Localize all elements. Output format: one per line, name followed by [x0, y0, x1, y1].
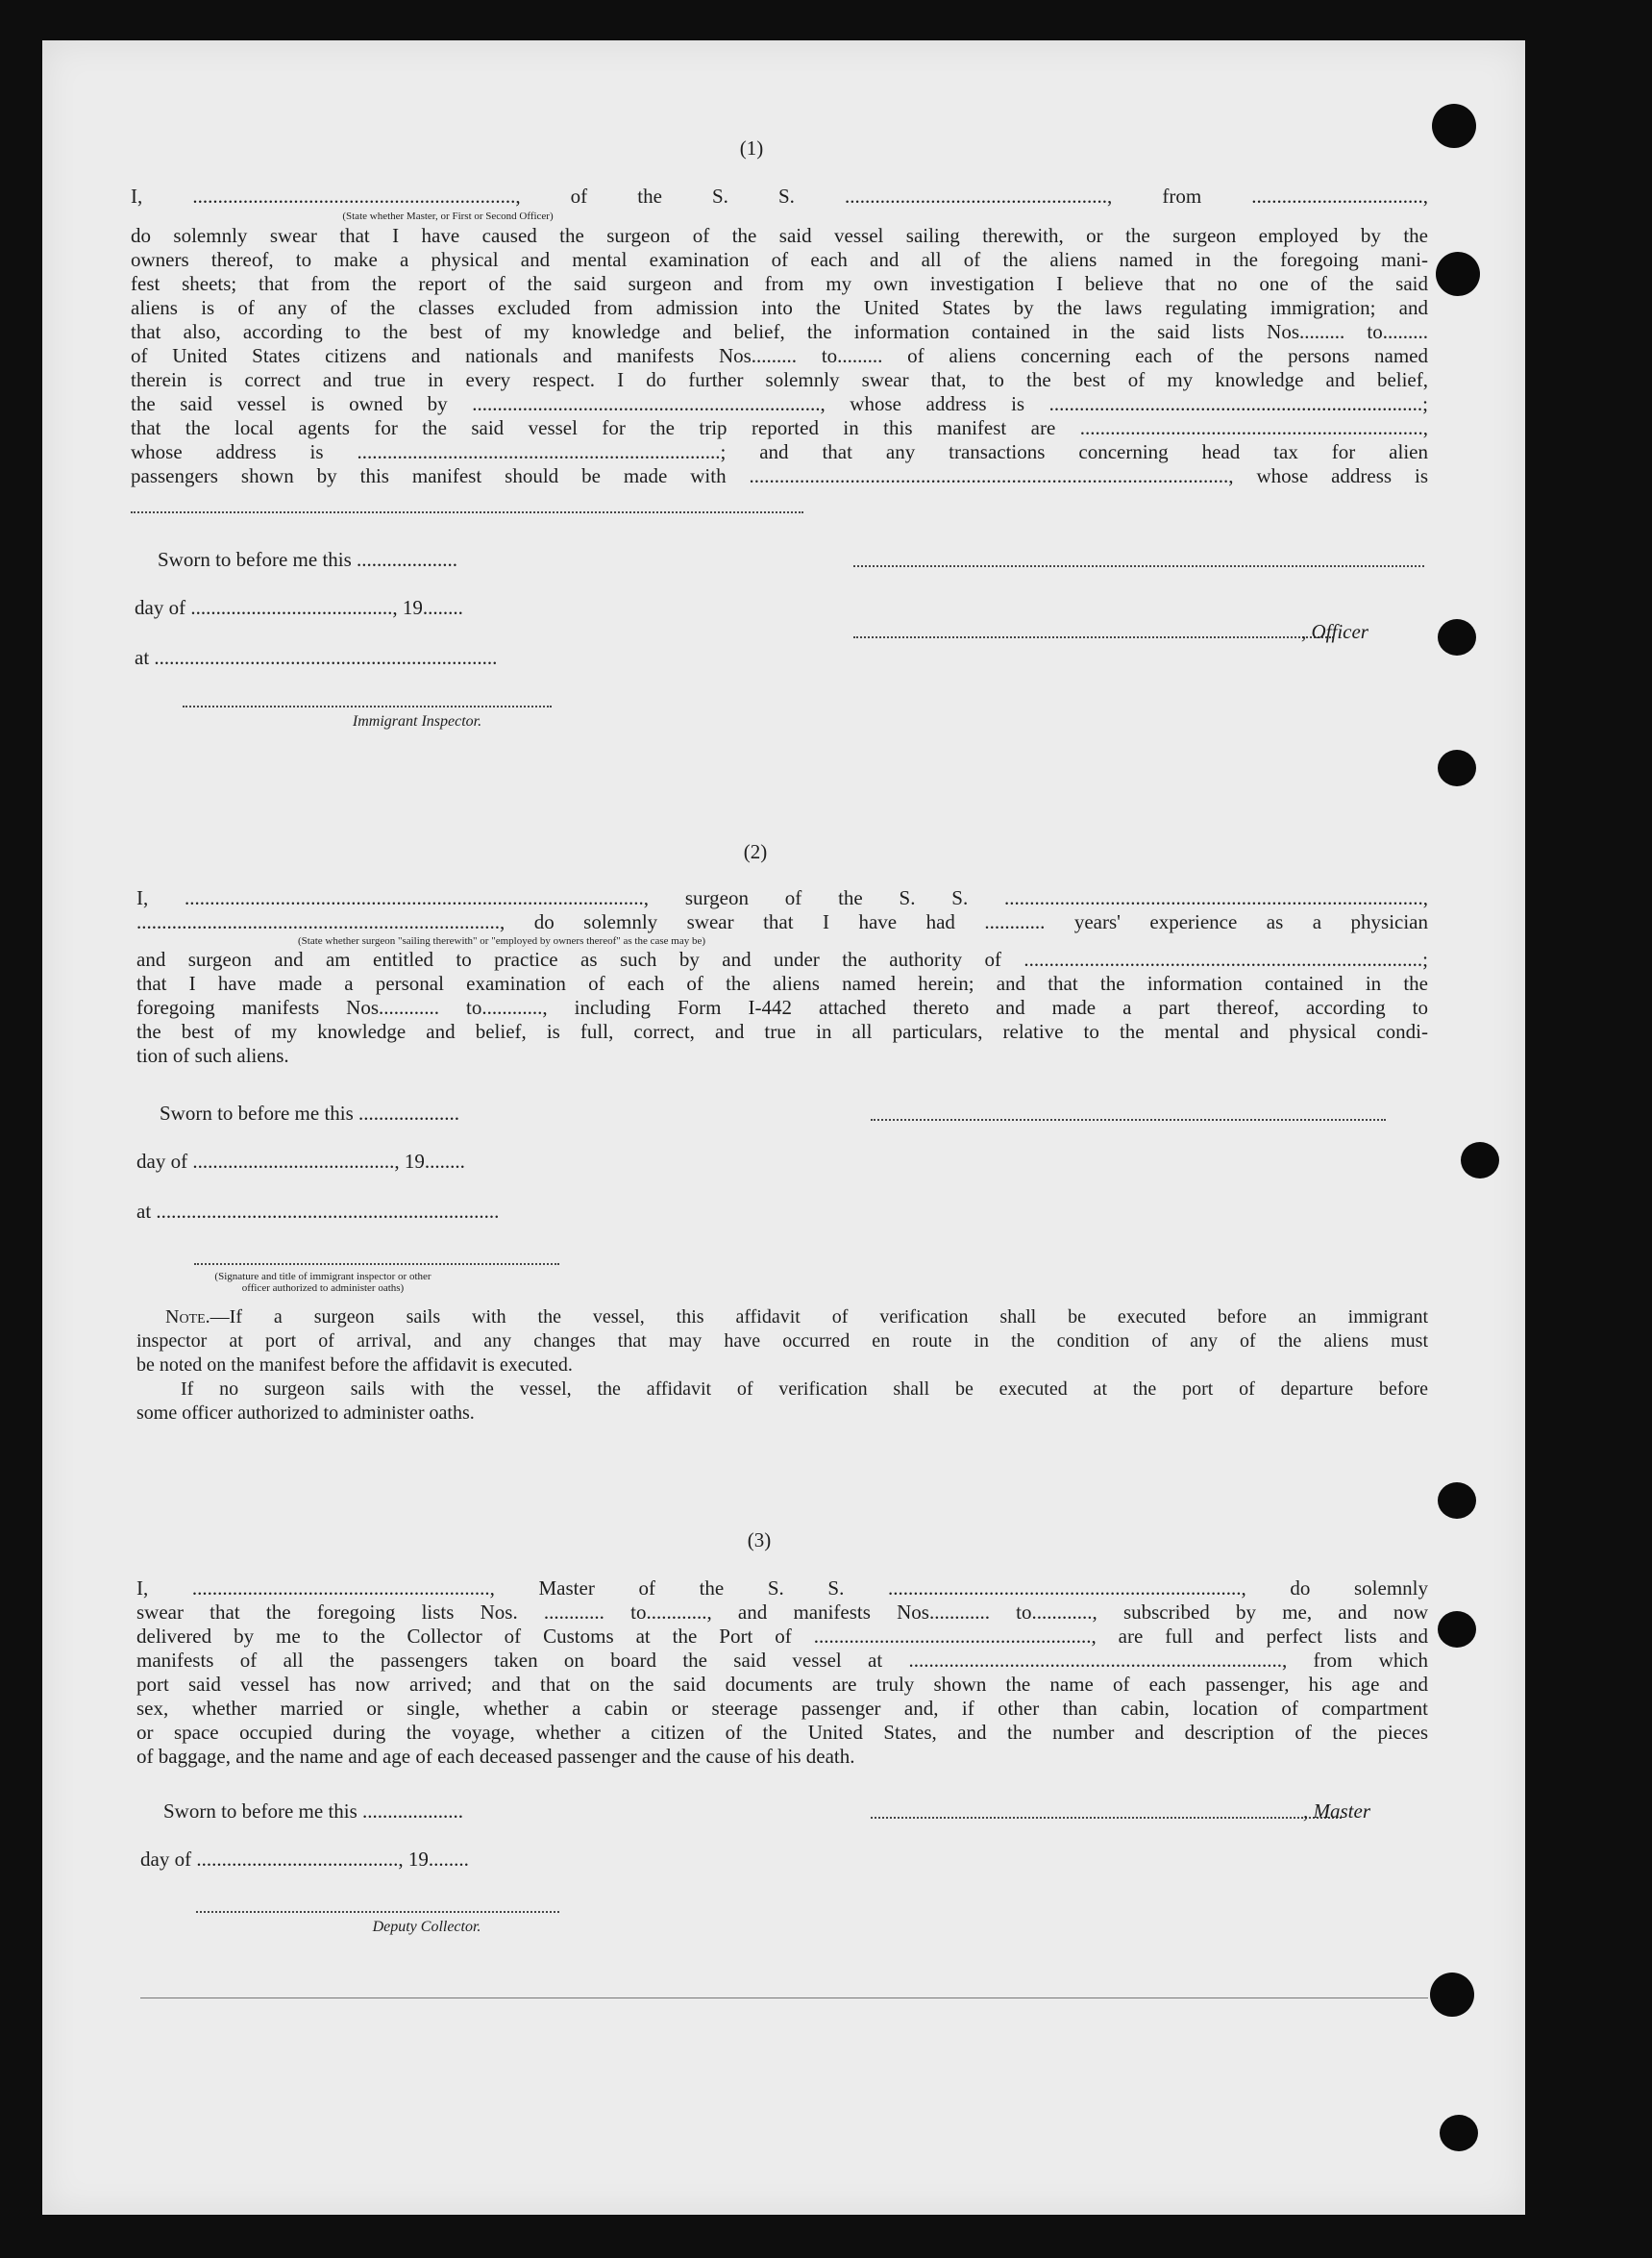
affidavit-line: sex, whether married or single, whether a cabin or steerage passenger and, if other than cabin, location of compartment: [136, 1697, 1428, 1720]
sworn-before-me-1: Sworn to before me this ....................: [158, 548, 458, 571]
section-3-text: [136, 1576, 1428, 1769]
immigrant-inspector-label: Immigrant Inspector.: [352, 713, 482, 730]
affidavit-line: I, ..........................................................., Master of the S. S. ......................................................................, do solemnly: [136, 1576, 1428, 1600]
affidavit-line: whose address is ........................................................................; and that any transactions concerning head tax for alien: [131, 440, 1428, 463]
affidavit-line: that the local agents for the said vessel for the trip reported in this manifest are ....................................................................,: [131, 416, 1428, 439]
affidavit-line: or space occupied during the voyage, whether a citizen of the United States, and the number and description of the pieces: [136, 1721, 1428, 1744]
inspector-signature-line: [183, 706, 552, 707]
affidavit-line: fest sheets; that from the report of the said surgeon and from my own investigation I believe that no one of the said: [131, 272, 1428, 295]
officer-signature-line: [853, 636, 1334, 638]
dotted-fill-line: [131, 511, 803, 513]
affidavit-line: aliens is of any of the classes excluded from admission into the United States by the laws regulating immigration; and: [131, 296, 1428, 319]
affidavit-line: I, ..........................................................................................., surgeon of the S. S. ...................................................................................,: [136, 886, 1428, 909]
signature-line: [871, 1119, 1386, 1121]
punch-hole: [1438, 619, 1476, 656]
sworn-before-me-2: Sworn to before me this ....................: [160, 1102, 460, 1125]
section-3-number: (3): [747, 1528, 772, 1551]
bottom-rule: [140, 1997, 1428, 1998]
affidavit-line: of United States citizens and nationals and manifests Nos......... to......... of aliens concerning each of the persons named: [131, 344, 1428, 367]
sworn-before-me-3: Sworn to before me this ....................: [163, 1799, 464, 1823]
note-line: [136, 1305, 1428, 1329]
affidavit-line: foregoing manifests Nos............ to............, including Form I-442 attached thereto and made a part thereof, according to: [136, 996, 1428, 1019]
note-block: [136, 1305, 1428, 1426]
deputy-collector-label: Deputy Collector.: [372, 1919, 481, 1935]
collector-signature-line: [196, 1911, 559, 1913]
master-officer-note: (State whether Master, or First or Second Officer): [342, 211, 554, 222]
punch-hole: [1440, 2115, 1478, 2151]
affidavit-line: manifests of all the passengers taken on board the said vessel at .........................................................................., from which: [136, 1649, 1428, 1672]
affidavit-line: port said vessel has now arrived; and that on the said documents are truly shown the name of each passenger, his age and: [136, 1673, 1428, 1696]
signature-line: [853, 565, 1424, 567]
section-1-text: [131, 185, 1428, 488]
day-of-2: day of ........................................, 19........: [136, 1150, 465, 1173]
note-line: some officer authorized to administer oaths.: [136, 1402, 475, 1424]
note-line: If no surgeon sails with the vessel, the affidavit of verification shall be executed at the port of departure before: [181, 1378, 1428, 1400]
day-of-3: day of ........................................, 19........: [140, 1848, 469, 1871]
note-line: inspector at port of arrival, and any changes that may have occurred en route in the condition of any of the aliens must: [136, 1330, 1428, 1352]
note-line: be noted on the manifest before the affidavit is executed.: [136, 1354, 573, 1376]
manifest-affidavit-page: [42, 40, 1525, 2215]
affidavit-line: therein is correct and true in every respect. I do further solemnly swear that, to the best of my knowledge and belief,: [131, 368, 1428, 391]
punch-hole: [1432, 104, 1476, 148]
affidavit-line: the said vessel is owned by ....................................................................., whose address is ..........................................................................;: [131, 392, 1428, 415]
master-text: Master: [1313, 1799, 1370, 1823]
day-of-1: day of ........................................, 19........: [135, 596, 463, 619]
affidavit-line: of baggage, and the name and age of each deceased passenger and the cause of his death.: [136, 1745, 855, 1768]
section-2-text: [136, 886, 1428, 1068]
affidavit-line: tion of such aliens.: [136, 1044, 289, 1067]
punch-hole: [1461, 1142, 1499, 1179]
affidavit-line: I, ................................................................, of the S. S. ...................................................., from ..................................,: [131, 185, 1428, 208]
affidavit-line: delivered by me to the Collector of Customs at the Port of ......................................................., are full and perfect lists and: [136, 1625, 1428, 1648]
punch-hole: [1430, 1973, 1474, 2017]
punch-hole: [1438, 1611, 1476, 1648]
affidavit-line: swear that the foregoing lists Nos. ............ to............, and manifests Nos............ to............, subscribed by me, and now: [136, 1600, 1428, 1624]
affidavit-line: the best of my knowledge and belief, is full, correct, and true in all particulars, relative to the mental and physical condi-: [136, 1020, 1428, 1043]
master-signature-line: [871, 1817, 1342, 1819]
section-1-number: (1): [739, 136, 764, 160]
section-2-number: (2): [743, 840, 768, 863]
note-text: —If a surgeon sails with the vessel, this affidavit of verification shall be executed before an immigrant: [210, 1306, 1428, 1328]
note-label: Note.: [165, 1306, 210, 1328]
affidavit-line: that I have made a personal examination of each of the aliens named herein; and that the information contained in the: [136, 972, 1428, 995]
affidavit-line: owners thereof, to make a physical and mental examination of each and all of the aliens named in the foregoing mani-: [131, 248, 1428, 271]
at-1: at ....................................................................: [135, 646, 498, 669]
surgeon-type-note: (State whether surgeon "sailing therewith" or "employed by owners thereof" as the case may be): [297, 935, 705, 947]
punch-hole: [1436, 252, 1480, 296]
officer-text: Officer: [1311, 620, 1368, 643]
affidavit-line: do solemnly swear that I have caused the surgeon of the said vessel sailing therewith, or the surgeon employed by the: [131, 224, 1428, 247]
officer-label: , Officer: [1301, 620, 1368, 643]
punch-hole: [1438, 1482, 1476, 1519]
affidavit-line: that also, according to the best of my knowledge and belief, the information contained in the said lists Nos......... to.........: [131, 320, 1428, 343]
affidavit-line: passengers shown by this manifest should be made with ..............................................................................................., whose address is: [131, 464, 1428, 487]
punch-hole: [1438, 750, 1476, 786]
master-label: , Master: [1303, 1799, 1370, 1823]
inspector-signature-line: [194, 1263, 559, 1265]
affidavit-line: and surgeon and am entitled to practice as such by and under the authority of ...............................................................................;: [136, 948, 1428, 971]
affidavit-line: ........................................................................, do solemnly swear that I have had ............ years' experience as a physician: [136, 910, 1428, 933]
at-2: at ....................................................................: [136, 1200, 500, 1223]
signature-title-note: (Signature and title of immigrant inspector or other officer authorized to administer oaths): [214, 1271, 431, 1294]
